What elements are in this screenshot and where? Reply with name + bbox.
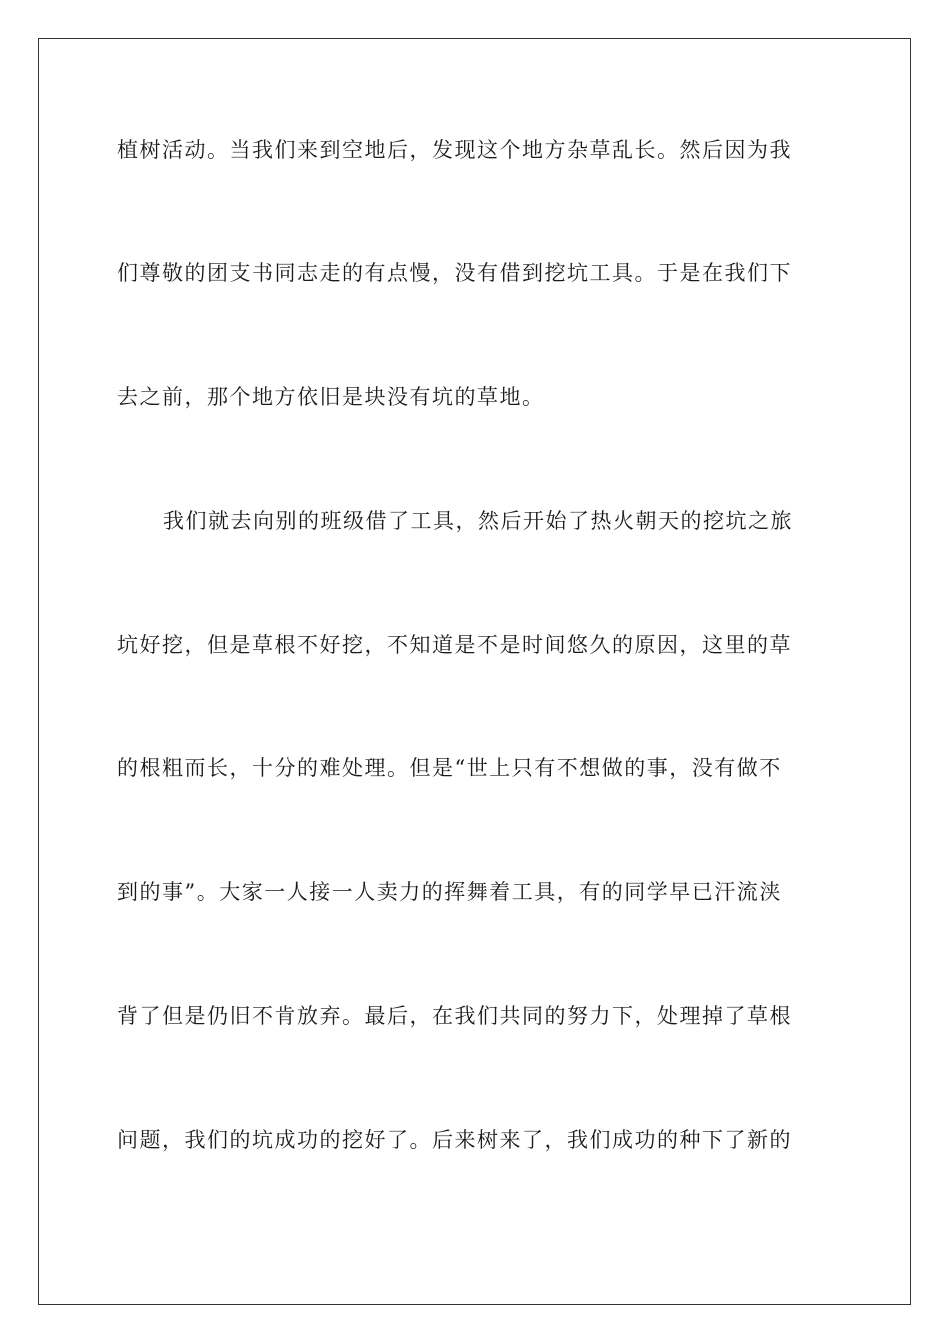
text-line: 坑好挖，但是草根不好挖，不知道是不是时间悠久的原因，这里的草 bbox=[117, 633, 792, 657]
text-line: 到的事”。大家一人接一人卖力的挥舞着工具，有的同学早已汗流浃 bbox=[117, 880, 782, 904]
text-line: 背了但是仍旧不肯放弃。最后，在我们共同的努力下，处理掉了草根 bbox=[117, 1004, 792, 1028]
text-line: 去之前，那个地方依旧是块没有坑的草地。 bbox=[117, 385, 545, 409]
text-line: 植树活动。当我们来到空地后，发现这个地方杂草乱长。然后因为我 bbox=[117, 138, 792, 162]
page-border bbox=[38, 38, 911, 1305]
text-line: 的根粗而长，十分的难处理。但是“世上只有不想做的事，没有做不 bbox=[117, 756, 782, 780]
text-line: 问题，我们的坑成功的挖好了。后来树来了，我们成功的种下了新的 bbox=[117, 1128, 792, 1152]
paragraph-start-line: 我们就去向别的班级借了工具，然后开始了热火朝天的挖坑之旅 bbox=[163, 509, 793, 533]
text-line: 们尊敬的团支书同志走的有点慢，没有借到挖坑工具。于是在我们下 bbox=[117, 261, 792, 285]
